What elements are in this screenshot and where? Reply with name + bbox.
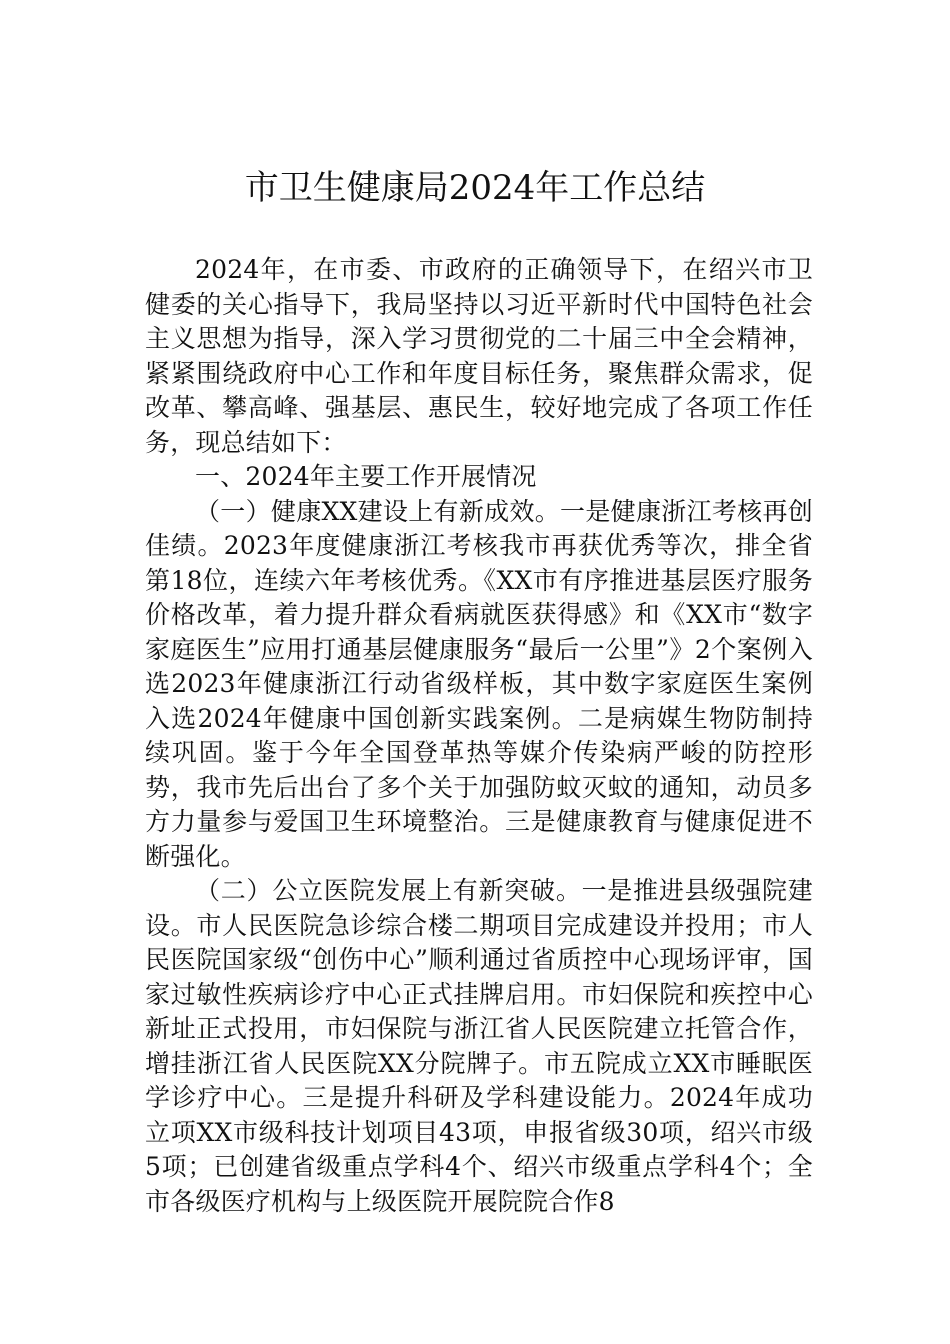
section-heading: 一、2024年主要工作开展情况 [195, 462, 537, 491]
document-title: 市卫生健康局2024年工作总结 [244, 168, 706, 208]
intro-paragraph: 2024年，在市委、市政府的正确领导下，在绍兴市卫健委的关心指导下，我局坚持以习近平新时代中国特色社会主义思想为指导，深入学习贯彻党的二十届三中全会精神，紧紧围绕政府中心工作和年度目标任务，聚焦群众需求，促改革、攀高峰、强基层、惠民生，较好地完成了各项工作任务，现总结如下： [145, 255, 813, 457]
section-paragraph-2: （二）公立医院发展上有新突破。一是推进县级强院建设。市人民医院急诊综合楼二期项目完成建设并投用；市人民医院国家级“创伤中心”顺利通过省质控中心现场评审，国家过敏性疾病诊疗中心正式挂牌启用。市妇保院和疾控中心新址正式投用，市妇保院与浙江省人民医院建立托管合作，增挂浙江省人民医院XX分院牌子。市五院成立XX市睡眠医学诊疗中心。三是提升科研及学科建设能力。2024年成功立项XX市级科技计划项目43项，申报省级30项，绍兴市级5项；已创建省级重点学科4个、绍兴市级重点学科4个；全市各级医疗机构与上级医院开展院院合作8 [145, 876, 813, 1216]
document-body [145, 253, 813, 1219]
section-paragraph-1: （一）健康XX建设上有新成效。一是健康浙江考核再创佳绩。2023年度健康浙江考核我市再获优秀等次，排全省第18位，连续六年考核优秀。《XX市有序推进基层医疗服务价格改革，着力提升群众看病就医获得感》和《XX市“数字家庭医生”应用打通基层健康服务“最后一公里”》2个案例入选2023年健康浙江行动省级样板，其中数字家庭医生案例入选2024年健康中国创新实践案例。二是病媒生物防制持续巩固。鉴于今年全国登革热等媒介传染病严峻的防控形势，我市先后出台了多个关于加强防蚊灭蚊的通知，动员多方力量参与爱国卫生环境整治。三是健康教育与健康促进不断强化。 [145, 496, 813, 871]
